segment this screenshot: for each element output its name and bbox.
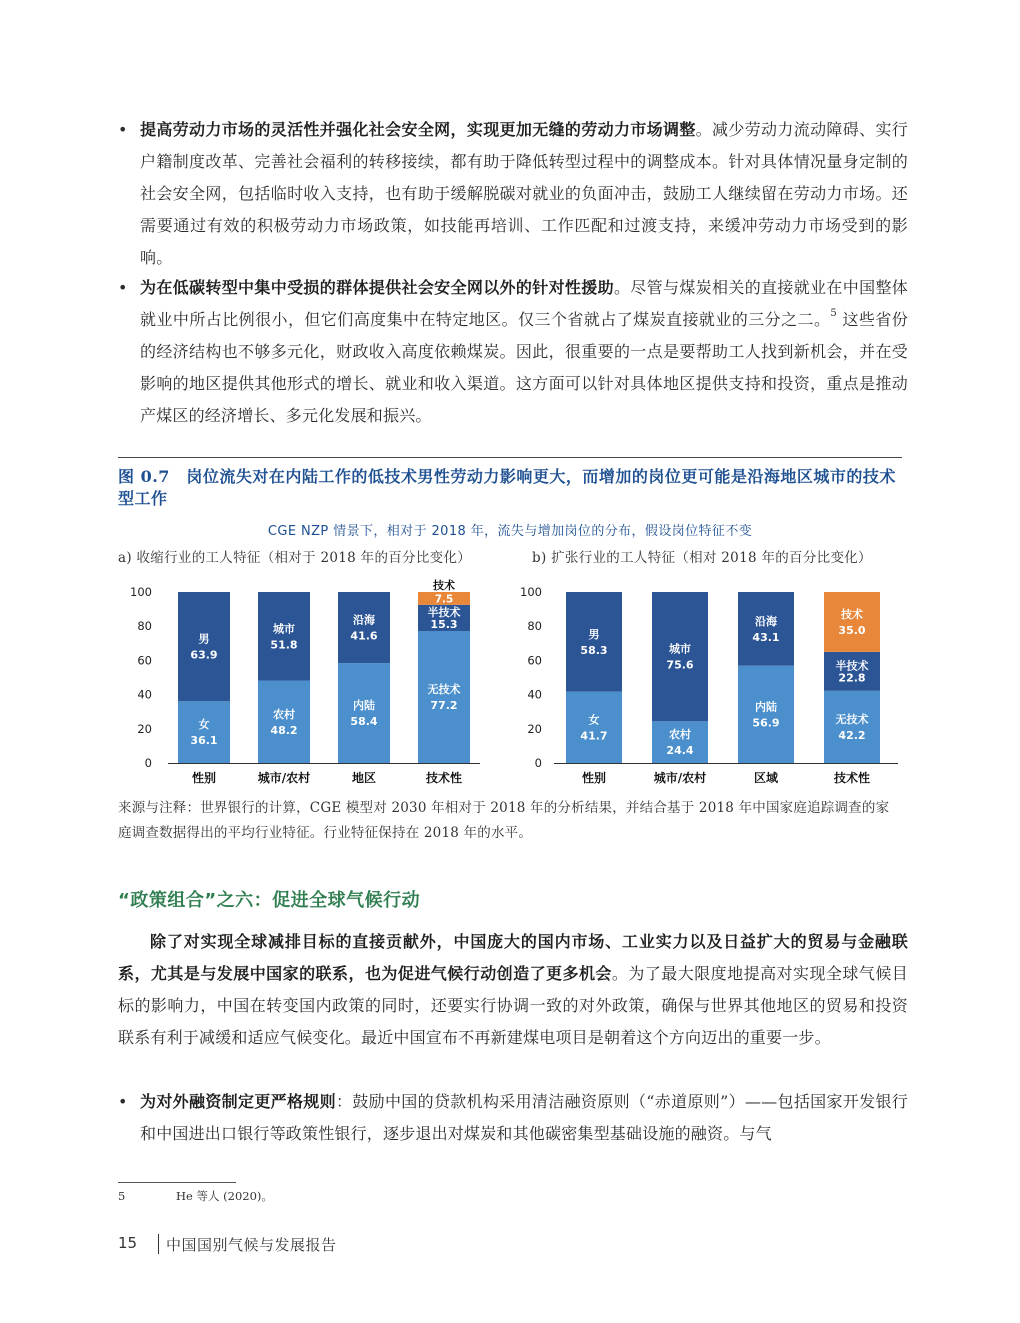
figure-subtitle: CGE NZP 情景下，相对于 2018 年，流失与增加岗位的分布，假设岗位特征不变 <box>267 524 753 539</box>
bullet-body-text: ：鼓励中国的贷款机构采用清洁融资原则（“赤道原则”）——包括国家开发银行和中国进出口银行等政策性银行，逐步退出对煤炭和其他碳密集型基础设施的融资。与气 <box>140 1092 909 1143</box>
data-label-name: 男 <box>198 632 210 646</box>
y-tick-label: 80 <box>137 619 152 634</box>
data-label-value: 51.8 <box>270 638 298 652</box>
data-label-name: 技术 <box>433 579 455 592</box>
data-label-name: 女 <box>588 713 600 727</box>
bullet-item-3 <box>118 1086 908 1150</box>
y-tick-label: 100 <box>520 585 542 599</box>
panel-a-title: a) 收缩行业的工人特征（相对于 2018 年的百分比变化） <box>118 550 472 566</box>
section-heading: “政策组合”之六：促进全球气候行动 <box>118 890 421 911</box>
data-label-value: 41.6 <box>350 629 378 643</box>
data-label-value: 43.1 <box>752 630 780 644</box>
data-label-value: 58.4 <box>350 715 378 729</box>
bar-segment <box>258 681 310 763</box>
y-tick-label: 100 <box>130 585 152 599</box>
section-paragraph <box>118 926 908 1054</box>
bullet-body-text: 。尽管与煤炭相关的直接就业在中国整体就业中所占比例很小，但它们高度集中在特定地区。仅三个省就占了煤炭直接就业的三分之二。 <box>140 278 908 329</box>
footnote-divider <box>118 1182 236 1183</box>
data-label-value: 63.9 <box>190 648 218 662</box>
x-tick-label: 城市/农村 <box>653 771 707 785</box>
bullet-body-text-2: 这些省份的经济结构也不够多元化，财政收入高度依赖煤炭。因此，很重要的一点是要帮助工人找到新机会，并在受影响的地区提供其他形式的增长、就业和收入渠道。这方面可以针对具体地区提供支持和投资，重点是推动产煤区的经济增长、多元化发展和振兴。 <box>140 310 908 425</box>
bar-segment <box>258 592 310 681</box>
data-label-value: 42.2 <box>838 728 866 742</box>
data-label-value: 36.1 <box>190 734 218 748</box>
bar-segment <box>566 592 622 692</box>
bar-segment <box>652 592 708 721</box>
figure-source-note: 来源与注释：世界银行的计算，CGE 模型对 2030 年相对于 2018 年的分析结果，并结合基于 2018 年中国家庭追踪调查的家庭调查数据得出的平均行业特征。行业特征保持在 2018 年的水平。 <box>118 800 890 841</box>
data-label-name: 半技术 <box>835 659 869 673</box>
bullet-bold: 为对外融资制定更严格规则 <box>140 1092 336 1111</box>
panel-b-title: b) 扩张行业的工人特征（相对 2018 年的百分比变化） <box>532 550 872 566</box>
bullet-text <box>140 114 908 274</box>
x-tick-label: 技术性 <box>833 771 871 785</box>
data-label-name: 内陆 <box>755 700 777 714</box>
bar-segment <box>824 592 880 652</box>
footer-separator <box>158 1234 159 1254</box>
data-label-value: 75.6 <box>666 658 694 672</box>
y-tick-label: 60 <box>137 653 152 668</box>
data-label-name: 技术 <box>841 607 863 621</box>
bar-segment <box>338 663 390 763</box>
y-tick-label: 20 <box>137 721 152 736</box>
y-tick-label: 60 <box>527 653 542 668</box>
data-label-value: 15.3 <box>430 617 458 631</box>
bar-segment <box>824 691 880 763</box>
bar-segment <box>738 592 794 666</box>
footnote-text: He 等人 (2020)。 <box>176 1189 273 1203</box>
y-tick-label: 0 <box>534 756 542 770</box>
bar-segment <box>178 701 230 763</box>
footnote-number: 5 <box>118 1189 126 1203</box>
data-label-value: 24.4 <box>666 744 694 758</box>
y-tick-label: 40 <box>527 687 542 702</box>
bar-segment <box>178 592 230 701</box>
data-label-value: 7.5 <box>434 593 454 606</box>
page-number: 15 <box>118 1234 138 1252</box>
data-label-name: 半技术 <box>427 605 461 619</box>
footnote <box>118 1188 273 1204</box>
data-label-name: 无技术 <box>427 682 461 696</box>
paragraph-bold: 除了对实现全球减排目标的直接贡献外，中国庞大的国内市场、工业实力以及日益扩大的贸易与金融联系，尤其是与发展中国家的联系，也为促进气候行动创造了更多机会 <box>118 932 908 983</box>
data-label-value: 22.8 <box>838 671 866 685</box>
bar-segment <box>566 692 622 763</box>
data-label-name: 沿海 <box>755 614 777 628</box>
data-label-name: 农村 <box>669 728 691 742</box>
bullet-text <box>140 272 908 432</box>
data-label-value: 48.2 <box>270 723 298 737</box>
chart-b <box>508 572 902 792</box>
y-tick-label: 20 <box>527 721 542 736</box>
bar-segment <box>418 631 470 763</box>
bullet-bold: 提高劳动力市场的灵活性并强化社会安全网，实现更加无缝的劳动力市场调整 <box>140 120 696 139</box>
figure-title: 图 0.7 岗位流失对在内陆工作的低技术男性劳动力影响更大，而增加的岗位更可能是沿海地区城市的技术型工作 <box>118 467 896 508</box>
data-label-name: 城市 <box>669 642 691 656</box>
data-label-value: 41.7 <box>580 729 608 743</box>
y-tick-label: 80 <box>527 619 542 634</box>
bar-segment <box>338 592 390 663</box>
bullet-marker: • <box>118 1092 128 1111</box>
bullet-text <box>140 1086 908 1150</box>
x-tick-label: 性别 <box>191 771 217 785</box>
data-label-value: 35.0 <box>838 623 866 637</box>
x-tick-label: 区域 <box>753 771 779 785</box>
data-label-name: 沿海 <box>353 613 375 627</box>
data-label-value: 77.2 <box>430 698 458 712</box>
x-tick-label: 城市/农村 <box>257 771 311 785</box>
data-label-name: 农村 <box>273 707 295 721</box>
bullet-marker: • <box>118 120 128 139</box>
y-tick-label: 0 <box>144 756 152 770</box>
y-tick-label: 40 <box>137 687 152 702</box>
data-label-value: 56.9 <box>752 716 780 730</box>
x-tick-label: 地区 <box>351 771 377 785</box>
bar-segment <box>738 666 794 763</box>
data-label-value: 58.3 <box>580 643 608 657</box>
paragraph-text: 。为了最大限度地提高对实现全球气候目标的影响力，中国在转变国内政策的同时，还要实行协调一致的对外政策，确保与世界其他地区的贸易和投资联系有利于减缓和适应气候变化。最近中国宣布不再新建煤电项目是朝着这个方向迈出的重要一步。 <box>118 964 908 1047</box>
bullet-item-2 <box>118 272 908 432</box>
data-label-name: 无技术 <box>835 712 869 726</box>
bullet-item-1 <box>118 114 908 274</box>
data-label-name: 内陆 <box>353 699 375 713</box>
data-label-name: 城市 <box>273 622 295 636</box>
footnote-ref[interactable]: 5 <box>830 308 837 319</box>
x-tick-label: 性别 <box>581 771 607 785</box>
x-tick-label: 技术性 <box>425 771 463 785</box>
data-label-name: 男 <box>588 627 600 641</box>
bullet-body-text: 。减少劳动力流动障碍、实行户籍制度改革、完善社会福利的转移接续，都有助于降低转型过程中的调整成本。针对具体情况量身定制的社会安全网，包括临时收入支持，也有助于缓解脱碳对就业的负面冲击，鼓励工人继续留在劳动力市场。还需要通过有效的积极劳动力市场政策，如技能再培训、工作匹配和过渡支持，来缓冲劳动力市场受到的影响。 <box>140 120 908 267</box>
bullet-marker: • <box>118 278 128 297</box>
figure-divider <box>118 457 902 458</box>
report-title: 中国国别气候与发展报告 <box>166 1236 337 1254</box>
chart-a <box>118 572 488 792</box>
bullet-bold: 为在低碳转型中集中受损的群体提供社会安全网以外的针对性援助 <box>140 278 614 297</box>
data-label-name: 女 <box>198 718 210 732</box>
